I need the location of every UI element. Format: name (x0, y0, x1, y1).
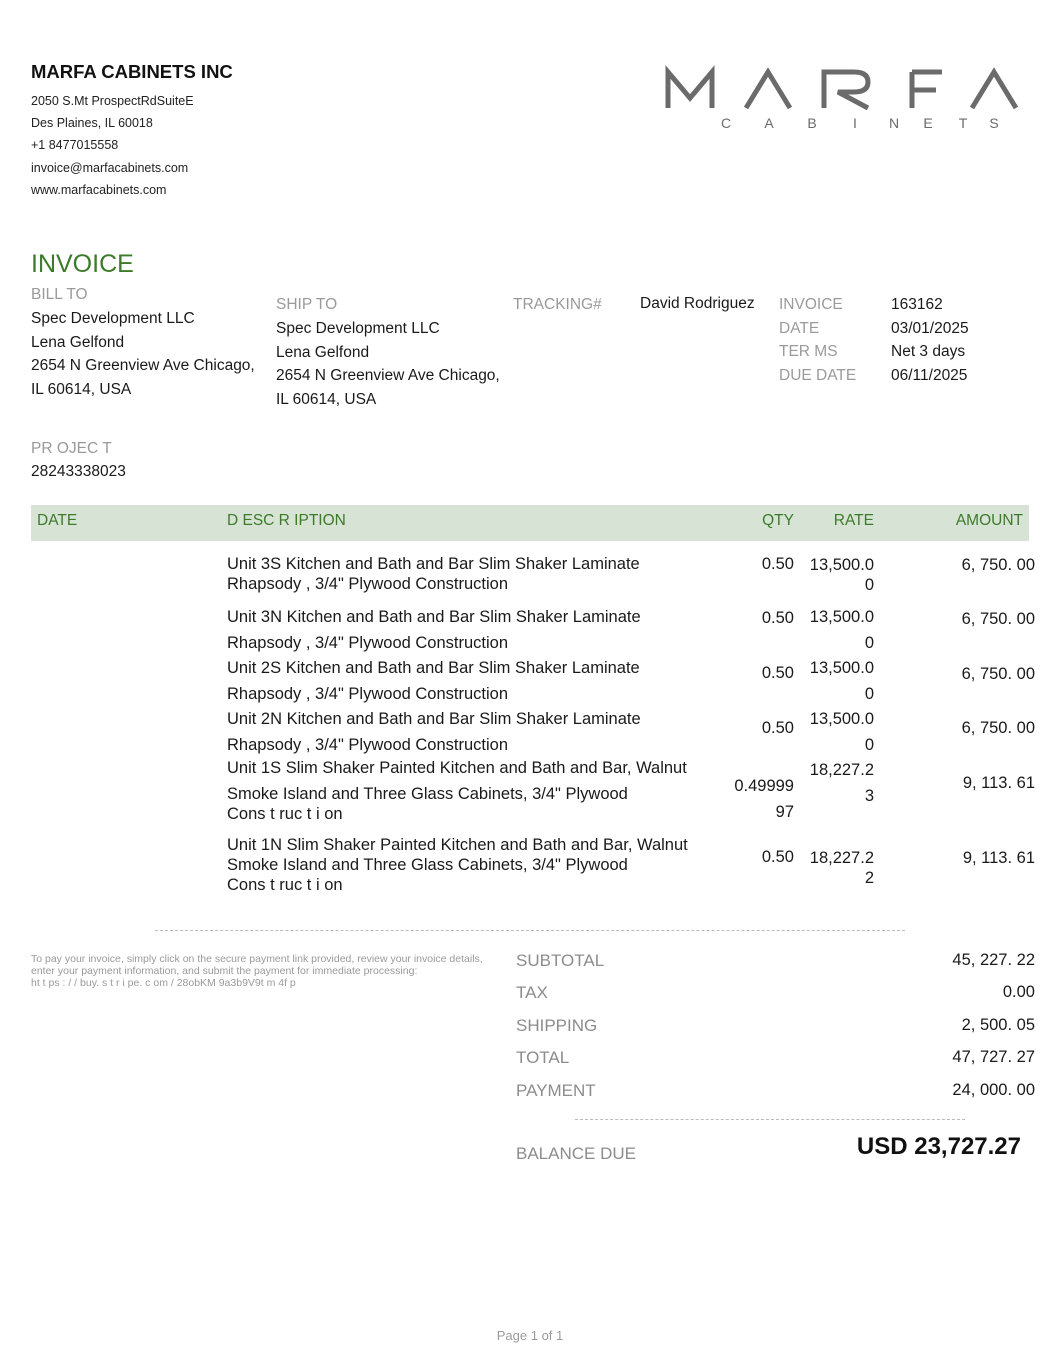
row-qty: 0.50 (761, 609, 794, 627)
shipping-value: 2, 500. 05 (961, 1016, 1035, 1034)
rate-line: 13,500.0 (809, 659, 874, 677)
subtotal-label: SUBTOTAL (516, 951, 605, 970)
payment-note-line: To pay your invoice, simply click on the secure payment link provided, review your invoice details, (31, 953, 483, 965)
rate-line: 13,500.0 (809, 710, 874, 728)
row-amount: 9, 113. 61 (962, 774, 1035, 792)
payment-label: PAYMENT (516, 1081, 596, 1100)
company-address-line2: Des Plaines, IL 60018 (31, 116, 153, 130)
row-amount: 6, 750. 00 (961, 665, 1035, 683)
company-address-line1: 2050 S.Mt ProspectRdSuiteE (31, 94, 194, 108)
meta-label-date: DATE (779, 319, 820, 337)
bill-to-label: BILL TO (31, 286, 88, 303)
row-amount: 9, 113. 61 (962, 849, 1035, 867)
qty-line: 0.49999 (734, 777, 794, 795)
description-line: Cons t ruc t i on (227, 876, 343, 894)
logo-letter: C (720, 115, 732, 131)
invoice-terms: Net 3 days (891, 343, 966, 360)
rate-line: 0 (864, 576, 874, 594)
tax-value: 0.00 (1002, 983, 1035, 1001)
total-label: TOTAL (516, 1048, 570, 1067)
row-rate (810, 757, 874, 809)
rate-line: 13,500.0 (809, 556, 874, 574)
company-email[interactable]: invoice@marfacabinets.com (31, 161, 189, 175)
table-divider (155, 930, 905, 931)
rate-line: 0 (864, 634, 874, 652)
col-rate: RATE (833, 512, 874, 529)
col-date: DATE (37, 512, 78, 529)
row-rate (810, 604, 874, 656)
tracking-label: TRACKING# (513, 296, 602, 313)
subtotal-value: 45, 227. 22 (952, 951, 1035, 969)
logo-letter: I (853, 115, 857, 131)
bill-to-line: Lena Gelfond (31, 333, 125, 351)
meta-label-invoice: INVOICE (779, 296, 843, 313)
row-qty: 0.50 (761, 664, 794, 682)
row-description (227, 554, 727, 594)
row-rate (810, 706, 874, 758)
row-qty (734, 773, 794, 825)
description-line: Unit 1S Slim Shaker Painted Kitchen and Bath and Bar, Walnut (227, 759, 687, 777)
payment-link[interactable]: ht t ps : / / buy. s t r i pe. c om / 28obKM 9a3b9V9t m 4f p (31, 977, 296, 989)
ship-to-line: Lena Gelfond (276, 343, 370, 361)
row-rate (810, 848, 874, 888)
row-rate (810, 655, 874, 707)
invoice-number: 163162 (891, 296, 943, 313)
description-line: Cons t ruc t i on (227, 805, 343, 823)
logo-letter: B (807, 115, 817, 131)
company-phone: +1 8477015558 (31, 138, 119, 152)
bill-to-line: IL 60614, USA (31, 380, 132, 398)
rate-line: 3 (864, 787, 874, 805)
project-value: 28243338023 (31, 463, 126, 480)
ship-to-address (276, 317, 500, 411)
marfa-logo (664, 60, 1020, 132)
total-value: 47, 727. 27 (952, 1048, 1035, 1066)
meta-label-due-date: DUE DATE (779, 366, 857, 384)
balance-due-label: BALANCE DUE (516, 1144, 636, 1163)
logo-letter: E (923, 115, 933, 131)
summary-divider (575, 1119, 965, 1120)
payment-value: 24, 000. 00 (952, 1081, 1035, 1099)
description-line: Unit 3S Kitchen and Bath and Bar Slim Shaker Laminate (227, 555, 640, 573)
description-line: Smoke Island and Three Glass Cabinets, 3/4" Plywood (227, 856, 628, 874)
logo-letter: A (764, 115, 774, 131)
bill-to-address (31, 307, 255, 401)
payment-note-line: enter your payment information, and submit the payment for immediate processing: (31, 965, 418, 977)
logo-letter: S (989, 115, 999, 131)
company-name: MARFA CABINETS INC (31, 61, 233, 82)
meta-labels (779, 293, 856, 387)
row-description (227, 706, 727, 758)
description-line: Rhapsody , 3/4" Plywood Construction (227, 634, 509, 652)
row-description (227, 655, 727, 707)
row-description (227, 604, 727, 656)
payment-note (31, 953, 501, 989)
row-amount: 6, 750. 00 (961, 610, 1035, 628)
invoice-due-date: 06/11/2025 (891, 366, 968, 384)
col-amount: AMOUNT (955, 512, 1023, 529)
balance-due-value: USD 23,727.27 (856, 1133, 1021, 1160)
description-line: Rhapsody , 3/4" Plywood Construction (227, 736, 509, 754)
rate-line: 0 (864, 685, 874, 703)
ship-to-label: SHIP TO (276, 296, 338, 313)
ship-to-line: 2654 N Greenview Ave Chicago, (276, 367, 500, 384)
tracking-value: David Rodriguez (640, 295, 755, 312)
table-header (31, 505, 1029, 541)
row-description (227, 835, 727, 895)
ship-to-line: Spec Development LLC (276, 320, 440, 337)
invoice-title: INVOICE (31, 250, 134, 278)
bill-to-line: Spec Development LLC (31, 310, 195, 327)
tax-label: TAX (516, 983, 548, 1002)
page-number: Page 1 of 1 (496, 1328, 564, 1343)
row-description (227, 757, 727, 826)
description-line: Rhapsody , 3/4" Plywood Construction (227, 685, 509, 703)
project-label: PR OJEC T (31, 440, 112, 457)
description-line: Rhapsody , 3/4" Plywood Construction (227, 575, 509, 593)
bill-to-line: 2654 N Greenview Ave Chicago, (31, 357, 255, 374)
row-qty: 0.50 (761, 848, 794, 866)
logo-subtitle (721, 115, 999, 131)
row-qty: 0.50 (761, 555, 794, 573)
shipping-label: SHIPPING (516, 1016, 598, 1035)
company-website[interactable]: www.marfacabinets.com (31, 183, 167, 197)
description-line: Unit 3N Kitchen and Bath and Bar Slim Shaker Laminate (227, 608, 641, 626)
description-line: Unit 2N Kitchen and Bath and Bar Slim Shaker Laminate (227, 710, 641, 728)
description-line: Unit 2S Kitchen and Bath and Bar Slim Shaker Laminate (227, 659, 640, 677)
meta-label-terms: TER MS (779, 343, 838, 360)
rate-line: 18,227.2 (809, 849, 874, 867)
qty-line: 97 (775, 803, 794, 821)
invoice-date: 03/01/2025 (891, 319, 969, 337)
meta-values (891, 293, 969, 387)
row-amount: 6, 750. 00 (961, 719, 1035, 737)
logo-letter: T (958, 115, 968, 131)
logo-letter: N (888, 115, 900, 131)
rate-line: 0 (864, 736, 874, 754)
description-line: Smoke Island and Three Glass Cabinets, 3/4" Plywood (227, 785, 628, 803)
rate-line: 2 (864, 869, 874, 887)
description-line: Unit 1N Slim Shaker Painted Kitchen and Bath and Bar, Walnut (227, 836, 688, 854)
row-rate (810, 555, 874, 595)
row-amount: 6, 750. 00 (961, 556, 1035, 574)
ship-to-line: IL 60614, USA (276, 390, 377, 408)
rate-line: 13,500.0 (809, 608, 874, 626)
col-qty: QTY (762, 512, 794, 529)
col-description: D ESC R IPTION (227, 512, 346, 529)
rate-line: 18,227.2 (809, 761, 874, 779)
row-qty: 0.50 (761, 719, 794, 737)
